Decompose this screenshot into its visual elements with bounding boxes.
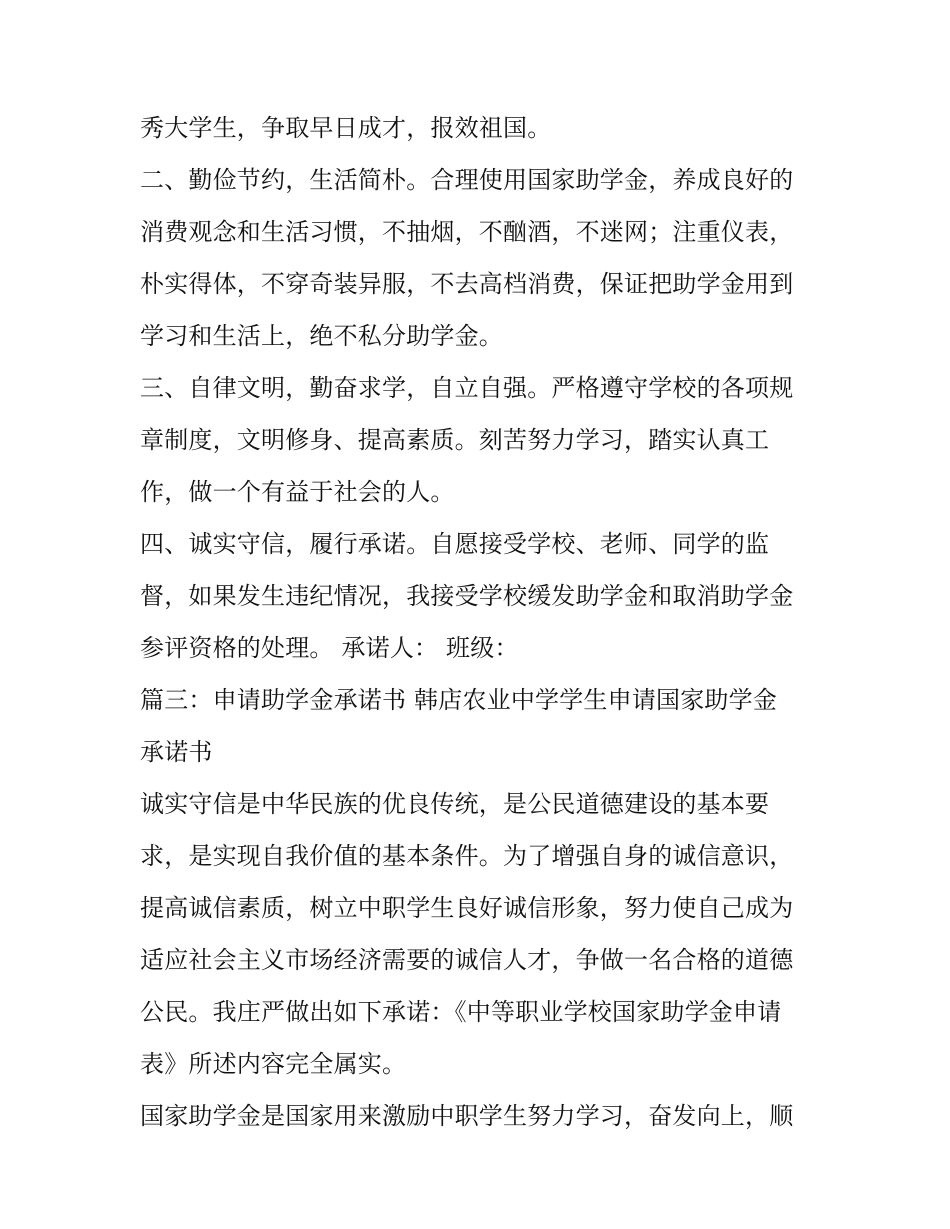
- text-line: 诚实守信是中华民族的优良传统，是公民道德建设的基本要: [140, 790, 770, 818]
- text-line: 求，是实现自我价值的基本条件。为了增强自身的诚信意识，: [140, 842, 794, 870]
- text-line: 三、自律文明，勤奋求学，自立自强。严格遵守学校的各项规: [140, 374, 794, 402]
- text-line: 秀大学生，争取早日成才，报效祖国。: [140, 114, 552, 142]
- text-line: 作，做一个有益于社会的人。: [140, 478, 455, 506]
- text-line: 章制度，文明修身、提高素质。刻苦努力学习，踏实认真工: [140, 426, 770, 454]
- text-line: 公民。我庄严做出如下承诺：《中等职业学校国家助学金申请: [140, 998, 782, 1026]
- text-line: 学习和生活上，绝不私分助学金。: [140, 322, 503, 350]
- text-line: 四、诚实守信，履行承诺。自愿接受学校、老师、同学的监: [140, 530, 770, 558]
- text-line: 督，如果发生违纪情况，我接受学校缓发助学金和取消助学金: [140, 582, 794, 610]
- text-line: 消费观念和生活习惯，不抽烟，不酗酒，不迷网；注重仪表，: [140, 218, 794, 246]
- text-line: 国家助学金是国家用来激励中职学生努力学习，奋发向上，顺: [140, 1102, 794, 1130]
- text-line: 二、勤俭节约，生活简朴。合理使用国家助学金，养成良好的: [140, 166, 794, 194]
- text-line: 提高诚信素质，树立中职学生良好诚信形象，努力使自己成为: [140, 894, 794, 922]
- text-line: 篇三：申请助学金承诺书 韩店农业中学学生申请国家助学金: [140, 686, 778, 714]
- text-line: 朴实得体，不穿奇装异服，不去高档消费，保证把助学金用到: [140, 270, 794, 298]
- text-line: 承诺书: [140, 738, 213, 766]
- text-line: 表》所述内容完全属实。: [140, 1050, 407, 1078]
- text-line: 适应社会主义市场经济需要的诚信人才，争做一名合格的道德: [140, 946, 794, 974]
- text-line: 参评资格的处理。 承诺人： 班级：: [140, 634, 519, 662]
